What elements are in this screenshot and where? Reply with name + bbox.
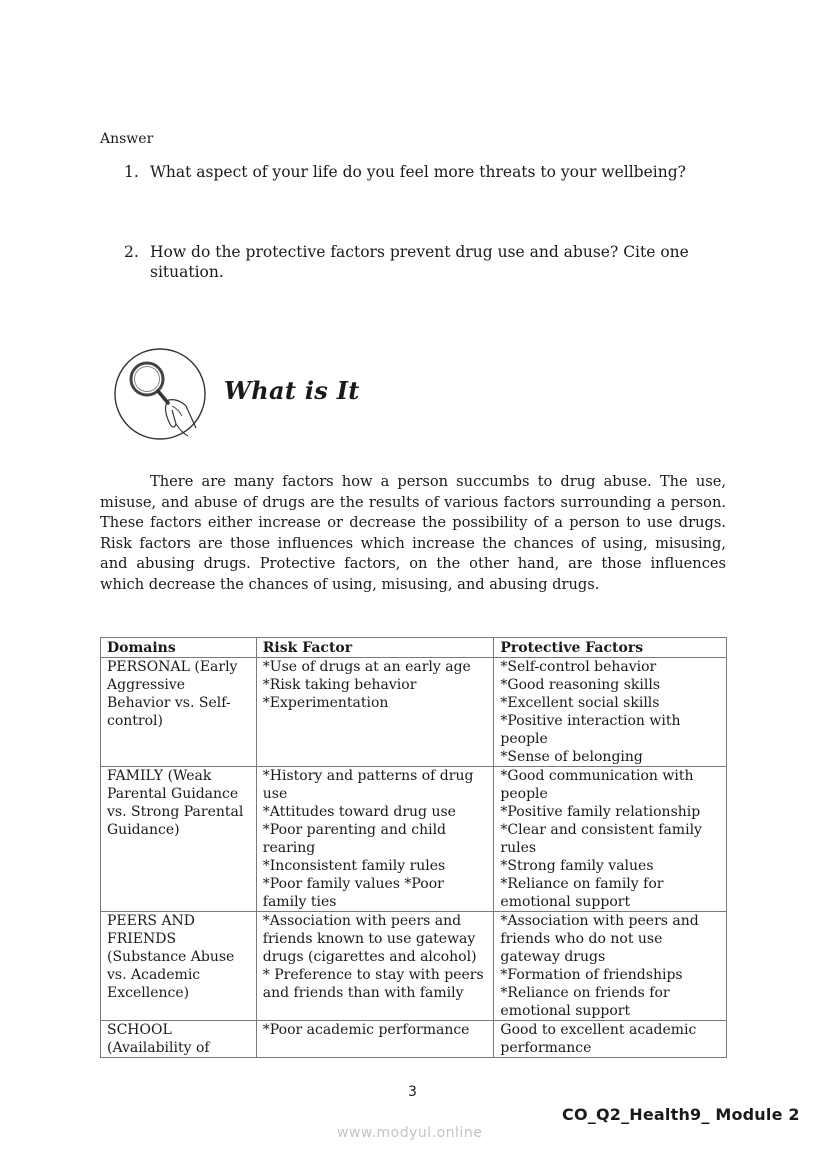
watermark: www.modyul.online	[337, 1125, 483, 1141]
protective-factor-item: *Excellent social skills	[500, 695, 660, 711]
risk-factor-item: *Use of drugs at an early age	[262, 659, 471, 675]
question-2	[124, 242, 724, 282]
risk-factor-item: *Poor family values *Poor family ties	[262, 876, 444, 910]
protective-factor-item: *Formation of friendships	[500, 967, 683, 983]
protective-factor-item: *Good reasoning skills	[500, 677, 661, 693]
risk-factor-item: *Association with peers and friends known to use gateway drugs (cigarettes and alcohol)	[262, 913, 477, 965]
magnifying-glass-hand-icon	[112, 346, 208, 442]
risk-factor-item: *Inconsistent family rules	[262, 858, 446, 874]
protective-factor-item: *Association with peers and friends who do not use gateway drugs	[500, 913, 699, 965]
risk-factors-cell	[256, 1021, 494, 1058]
risk-factor-item: *Risk taking behavior	[262, 677, 417, 693]
risk-factor-item: *History and patterns of drug use	[262, 768, 474, 802]
protective-factor-item: *Good communication with people	[500, 768, 694, 802]
risk-factor-item: *Attitudes toward drug use	[262, 804, 456, 820]
table-header-row	[101, 638, 727, 658]
question-number: 1.	[124, 163, 139, 181]
section-title: What is It	[224, 376, 360, 405]
protective-factors-cell	[494, 767, 727, 912]
answer-label: Answer	[100, 131, 154, 147]
protective-factor-item: *Clear and consistent family rules	[500, 822, 702, 856]
protective-factor-item: *Positive family relationship	[500, 804, 701, 820]
risk-factors-cell	[256, 658, 494, 767]
table-row	[101, 658, 727, 767]
protective-factors-cell	[494, 1021, 727, 1058]
protective-factors-cell	[494, 658, 727, 767]
protective-factor-item: *Self-control behavior	[500, 659, 657, 675]
page-number: 3	[408, 1084, 417, 1100]
header-risk-factor: Risk Factor	[256, 638, 494, 658]
risk-factors-cell	[256, 912, 494, 1021]
protective-factor-item: *Strong family values	[500, 858, 654, 874]
intro-paragraph: There are many factors how a person succumbs to drug abuse. The use, misuse, and abuse of drugs are the results of various factors surrounding a person. These factors either increase or decrease the possibility of a person to use drugs. Risk factors are those influences which increase the chances of using, misusing, and abusing drugs. Protective factors, on the other hand, are those influences which decrease the chances of using, misusing, and abusing drugs.	[100, 473, 726, 593]
risk-factor-item: *Poor academic performance	[262, 1022, 470, 1038]
factors-table	[100, 637, 727, 1058]
domain-cell: FAMILY (Weak Parental Guidance vs. Strong Parental Guidance)	[101, 767, 257, 912]
domain-cell: SCHOOL (Availability of	[101, 1021, 257, 1058]
question-text: What aspect of your life do you feel more threats to your wellbeing?	[150, 163, 686, 181]
protective-factor-item: *Reliance on family for emotional support	[500, 876, 664, 910]
domain-cell: PEERS AND FRIENDS (Substance Abuse vs. Academic Excellence)	[101, 912, 257, 1021]
protective-factor-item: *Sense of belonging	[500, 749, 643, 765]
protective-factor-item: Good to excellent academic performance	[500, 1022, 697, 1056]
risk-factor-item: *Poor parenting and child rearing	[262, 822, 447, 856]
question-1	[124, 162, 724, 182]
risk-factor-item: * Preference to stay with peers and friends than with family	[262, 967, 484, 1001]
protective-factor-item: *Reliance on friends for emotional support	[500, 985, 670, 1019]
question-text: How do the protective factors prevent drug use and abuse? Cite one situation.	[150, 243, 689, 281]
protective-factor-item: *Positive interaction with people	[500, 713, 681, 747]
table-row	[101, 1021, 727, 1058]
risk-factors-cell	[256, 767, 494, 912]
table-row	[101, 912, 727, 1021]
risk-factor-item: *Experimentation	[262, 695, 389, 711]
domain-cell: PERSONAL (Early Aggressive Behavior vs. Self-control)	[101, 658, 257, 767]
protective-factors-cell	[494, 912, 727, 1021]
question-number: 2.	[124, 243, 139, 261]
header-protective-factors: Protective Factors	[494, 638, 727, 658]
header-domains: Domains	[101, 638, 257, 658]
table-row	[101, 767, 727, 912]
module-code: CO_Q2_Health9_ Module 2	[562, 1105, 800, 1124]
